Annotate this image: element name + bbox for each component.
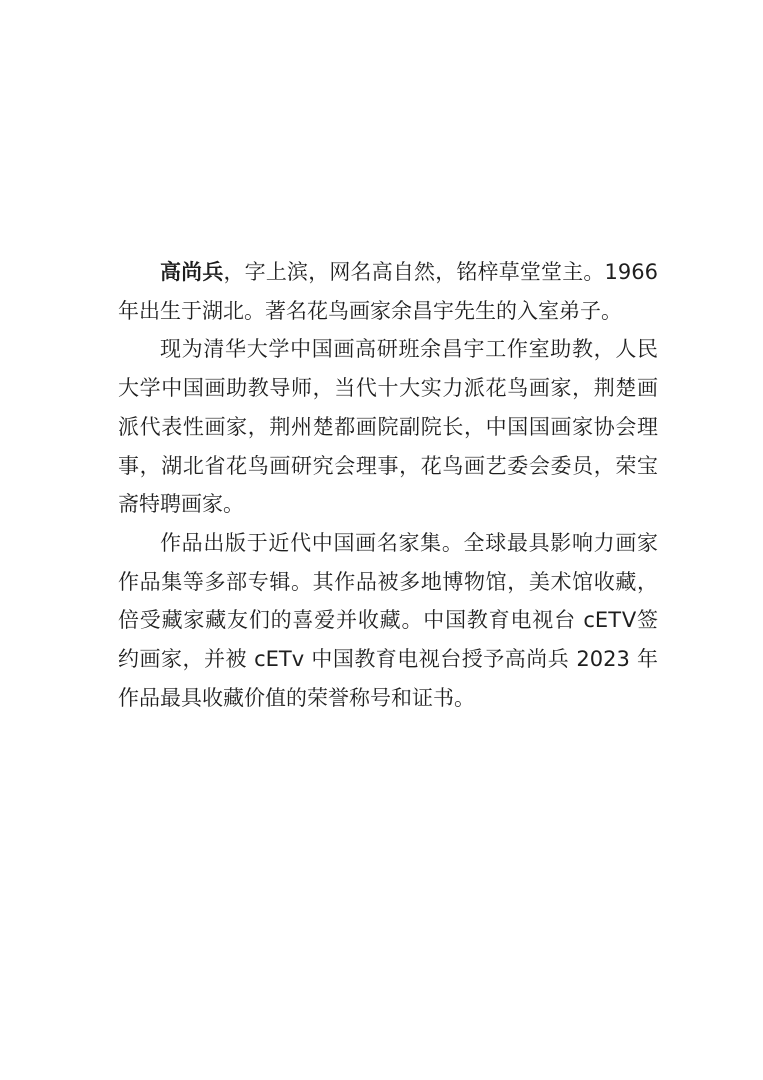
paragraph-works — [118, 524, 658, 718]
paragraph-intro-text: ，字上滨，网名高自然，铭梓草堂堂主。1966 年出生于湖北。著名花鸟画家余昌宇先生的入室弟子。 — [118, 260, 658, 323]
paragraph-works-text: 作品出版于近代中国画名家集。全球最具影响力画家作品集等多部专辑。其作品被多地博物馆，美术馆收藏，倍受藏家藏友们的喜爱并收藏。中国教育电视台 cETⅤ签约画家，并被 cETv 中国教育电视台授予高尚兵 2023 年作品最具收藏价值的荣誉称号和证书。 — [118, 530, 658, 710]
artist-name: 高尚兵 — [160, 260, 224, 284]
paragraph-intro — [118, 253, 658, 330]
paragraph-positions-text: 现为清华大学中国画高研班余昌宇工作室助教，人民大学中国画助教导师，当代十大实力派花鸟画家，荆楚画派代表性画家，荆州楚都画院副院长，中国国画家协会理事，湖北省花鸟画研究会理事，花鸟画艺委会委员，荣宝斋特聘画家。 — [118, 337, 658, 517]
document-body — [118, 253, 658, 717]
paragraph-positions — [118, 330, 658, 524]
